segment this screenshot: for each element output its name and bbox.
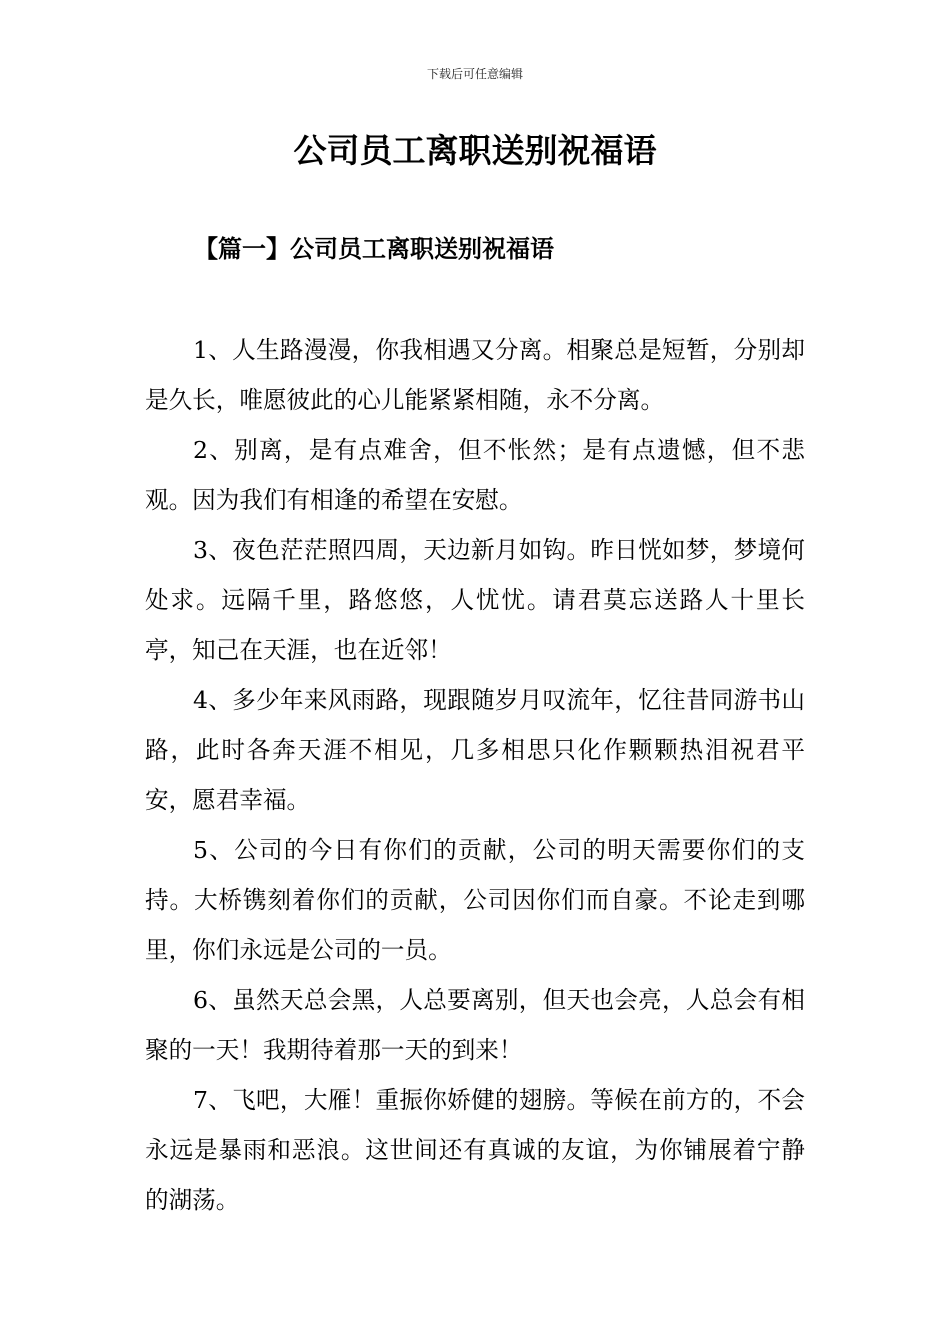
header-note: 下载后可任意编辑 bbox=[426, 67, 523, 81]
list-item: 7、飞吧，大雁！重振你娇健的翅膀。等候在前方的，不会永远是暴雨和恶浪。这世间还有真诚的友谊，为你铺展着宁静的湖荡。 bbox=[145, 1086, 805, 1214]
list-item: 1、人生路漫漫，你我相遇又分离。相聚总是短暂，分别却是久长，唯愿彼此的心儿能紧紧相随，永不分离。 bbox=[145, 336, 805, 414]
blessing-list bbox=[145, 325, 805, 1225]
document-title: 公司员工离职送别祝福语 bbox=[293, 131, 657, 170]
list-item: 3、夜色茫茫照四周，天边新月如钩。昨日恍如梦，梦境何处求。远隔千里，路悠悠，人忧忧。请君莫忘送路人十里长亭，知己在天涯，也在近邻！ bbox=[145, 536, 805, 664]
list-item: 6、虽然天总会黑，人总要离别，但天也会亮，人总会有相聚的一天！我期待着那一天的到来！ bbox=[145, 986, 805, 1064]
section-heading: 【篇一】公司员工离职送别祝福语 bbox=[194, 234, 554, 263]
list-item: 5、公司的今日有你们的贡献，公司的明天需要你们的支持。大桥镌刻着你们的贡献，公司因你们而自豪。不论走到哪里，你们永远是公司的一员。 bbox=[145, 836, 805, 964]
list-item: 2、别离，是有点难舍，但不怅然；是有点遗憾，但不悲观。因为我们有相逢的希望在安慰。 bbox=[145, 436, 805, 514]
list-item: 4、多少年来风雨路，现跟随岁月叹流年，忆往昔同游书山路，此时各奔天涯不相见，几多相思只化作颗颗热泪祝君平安，愿君幸福。 bbox=[145, 686, 805, 814]
